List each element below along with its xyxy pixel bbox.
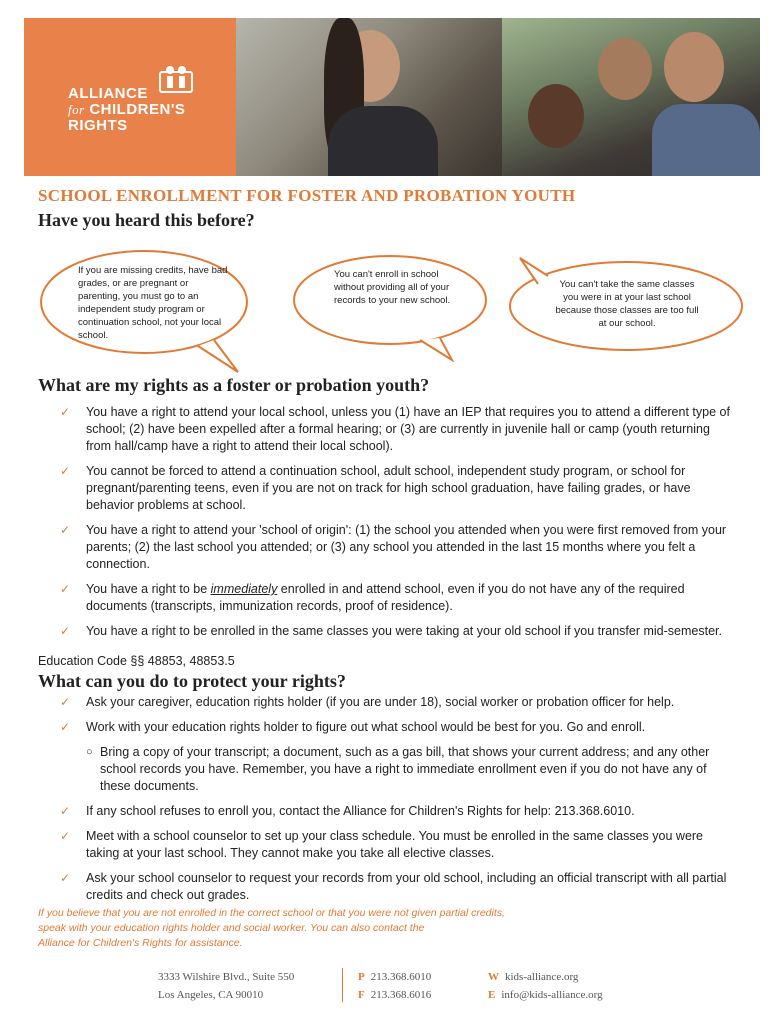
list-item: ✓ Meet with a school counselor to set up your class schedule. You must be enrolled in the same classes you were taking at your last school. They cannot make you take all elective classes. (60, 829, 704, 860)
footer-address: 3333 Wilshire Blvd., Suite 550 Los Angeles, CA 90010 (158, 971, 295, 1001)
speech-bubble-1 (38, 248, 254, 376)
website-link[interactable]: kids-alliance.org (505, 971, 579, 983)
fax-number: 213.368.6016 (370, 989, 432, 1001)
phone-number: 213.368.6010 (370, 971, 432, 983)
check-icon: ✓ (60, 829, 71, 843)
footer-phone-fax: P 213.368.6010 F 213.368.6016 (358, 971, 432, 1001)
education-code: Education Code §§ 48853, 48853.5 (38, 654, 235, 668)
footer-divider (342, 968, 343, 1002)
check-icon: ✓ (60, 523, 71, 537)
protect-list (60, 694, 730, 912)
list-item: ✓ Ask your caregiver, education rights holder (if you are under 18), social worker or probation officer for help. (60, 695, 675, 709)
circle-bullet-icon: ○ (86, 746, 93, 758)
bubble-text-1: If you are missing credits, have bad grades, or are pregnant or parenting, you must go to an independent study program or continuation school, not your local school. (78, 265, 228, 341)
assistance-note: If you believe that you are not enrolled in the correct school or that you were not given partial credits, speak with your education rights holder and social worker. You can also contact the Alliance for Children's Rights for assistance. (38, 907, 505, 949)
protect-heading: What can you do to protect your rights? (38, 671, 346, 691)
logo-panel (24, 18, 236, 176)
list-item: ○ Bring a copy of your transcript; a document, such as a gas bill, that shows your current address; and any other school records you have. Remember, you have a right to immediate enrollment even if you do not have any of these documents. (86, 745, 710, 793)
photo-three-friends (502, 18, 760, 176)
list-item: ✓ You cannot be forced to attend a continuation school, adult school, independent study program, or school for pregnant/parenting teens, even if you are not on track for high school graduation, have failing grades, or have behavior problems at school. (60, 464, 691, 512)
photo-smiling-girl (236, 18, 502, 176)
list-item: ✓ You have a right to attend your local school, unless you (1) have an IEP that requires you to attend a different type of school; (2) have been expelled after a formal hearing; or (3) are currently in juvenile hall or camp (youth returning from hall/camp have a right to attend their local school). (60, 405, 730, 453)
list-item: ✓ You have a right to be immediately enrolled in and attend school, even if you do not have any of the required documents (transcripts, immunization records, proof of residence). (60, 582, 685, 613)
check-icon: ✓ (60, 582, 71, 596)
check-icon: ✓ (60, 695, 71, 709)
logo (68, 86, 185, 134)
document-title: SCHOOL ENROLLMENT FOR FOSTER AND PROBATION YOUTH (38, 186, 576, 205)
bubble-text-3: You can't take the same classes you were in at your last school because those classes are too full at our school. (555, 279, 699, 329)
list-item: ✓ Work with your education rights holder to figure out what school would be best for you. Go and enroll. (60, 720, 646, 734)
list-item: ✓ You have a right to be enrolled in the same classes you were taking at your old school if you transfer mid-semester. (60, 624, 722, 638)
check-icon: ✓ (60, 624, 71, 638)
heard-heading: Have you heard this before? (38, 210, 255, 230)
logo-for: for (68, 102, 85, 117)
list-item: ✓ Ask your school counselor to request your records from your old school, including an official transcript with all partial credits and check out grades. (60, 871, 727, 902)
logo-line-1: ALLIANCE (68, 85, 148, 102)
check-icon: ✓ (60, 720, 71, 734)
email-link[interactable]: info@kids-alliance.org (501, 989, 603, 1001)
logo-line-2: CHILDREN'S (89, 101, 186, 118)
immediately-emphasis: immediately (210, 582, 278, 596)
speech-bubble-3 (508, 256, 748, 356)
check-icon: ✓ (60, 871, 71, 885)
bubble-text-2: You can't enroll in school without providing all of your records to your new school. (334, 269, 451, 306)
check-icon: ✓ (60, 464, 71, 478)
footer-web-email: W kids-alliance.org E info@kids-alliance.org (488, 971, 603, 1001)
check-icon: ✓ (60, 804, 71, 818)
list-item: ✓ If any school refuses to enroll you, contact the Alliance for Children's Rights for help: 213.368.6010. (60, 804, 635, 818)
list-item: ✓ You have a right to attend your 'school of origin': (1) the school you attended when you were first removed from your parents; (2) the last school you attended; or (3) any school you attended in the last 15 months where you felt a connection. (60, 523, 727, 571)
check-icon: ✓ (60, 405, 71, 419)
header-banner (24, 18, 760, 176)
rights-list (60, 404, 730, 648)
speech-bubble-2 (290, 252, 496, 362)
rights-heading: What are my rights as a foster or probation youth? (38, 375, 430, 395)
logo-line-3: RIGHTS (68, 117, 128, 134)
